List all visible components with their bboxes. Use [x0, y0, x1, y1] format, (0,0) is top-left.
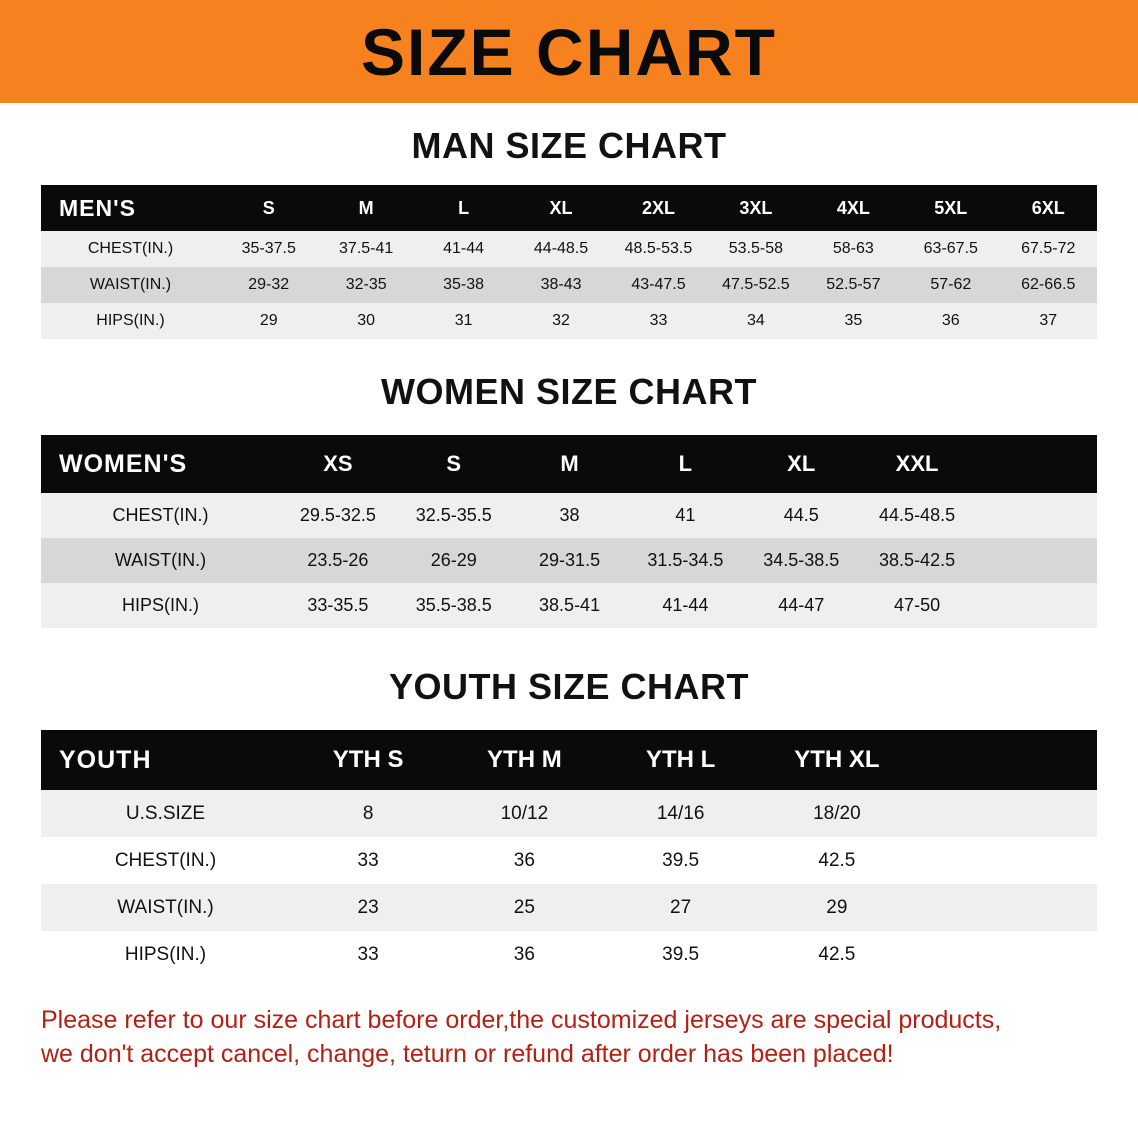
table-header-row	[41, 730, 1097, 790]
women-col-2: S	[396, 435, 512, 493]
table-cell-spacer	[915, 790, 1097, 837]
table-cell: 36	[446, 931, 602, 978]
table-cell: 37	[1000, 303, 1098, 339]
table-cell: 29-31.5	[512, 538, 628, 583]
table-header-row	[41, 435, 1097, 493]
youth-col-2: YTH M	[446, 730, 602, 790]
women-corner-label: WOMEN'S	[41, 435, 280, 493]
table-row	[41, 790, 1097, 837]
table-row	[41, 303, 1097, 339]
table-cell-spacer	[915, 931, 1097, 978]
women-row-label-waist: WAIST(IN.)	[41, 538, 280, 583]
women-table-body	[41, 493, 1097, 628]
table-cell: 32	[512, 303, 609, 339]
table-cell: 27	[603, 884, 759, 931]
table-cell: 41-44	[627, 583, 743, 628]
table-cell: 35-38	[415, 267, 512, 303]
table-cell: 10/12	[446, 790, 602, 837]
table-header-row	[41, 185, 1097, 231]
table-cell: 44.5	[743, 493, 859, 538]
table-cell: 31.5-34.5	[627, 538, 743, 583]
table-cell: 38.5-42.5	[859, 538, 975, 583]
page-title: SIZE CHART	[361, 14, 777, 89]
women-col-spacer	[975, 435, 1097, 493]
table-cell: 47-50	[859, 583, 975, 628]
table-cell: 36	[446, 837, 602, 884]
table-cell: 14/16	[603, 790, 759, 837]
table-cell: 52.5-57	[805, 267, 902, 303]
table-cell: 34.5-38.5	[743, 538, 859, 583]
table-cell: 53.5-58	[707, 231, 804, 267]
table-cell: 38.5-41	[512, 583, 628, 628]
youth-table-header	[41, 730, 1097, 790]
table-cell: 33	[610, 303, 707, 339]
table-row	[41, 931, 1097, 978]
table-cell: 43-47.5	[610, 267, 707, 303]
table-cell: 44.5-48.5	[859, 493, 975, 538]
table-cell: 42.5	[759, 837, 915, 884]
table-cell: 47.5-52.5	[707, 267, 804, 303]
table-row	[41, 583, 1097, 628]
table-cell-spacer	[915, 884, 1097, 931]
table-row	[41, 837, 1097, 884]
table-cell: 35.5-38.5	[396, 583, 512, 628]
table-cell: 37.5-41	[317, 231, 414, 267]
man-col-1: S	[220, 185, 317, 231]
table-cell: 8	[290, 790, 446, 837]
table-cell: 44-47	[743, 583, 859, 628]
youth-col-3: YTH L	[603, 730, 759, 790]
table-cell: 32-35	[317, 267, 414, 303]
man-size-table	[41, 185, 1097, 339]
man-table-body	[41, 231, 1097, 339]
table-cell: 33-35.5	[280, 583, 396, 628]
disclaimer-note	[41, 1004, 1097, 1072]
table-row	[41, 231, 1097, 267]
table-row	[41, 267, 1097, 303]
man-row-label-waist: WAIST(IN.)	[41, 267, 220, 303]
man-col-2: M	[317, 185, 414, 231]
table-cell: 41	[627, 493, 743, 538]
youth-section-title: YOUTH SIZE CHART	[388, 666, 749, 707]
man-col-8: 5XL	[902, 185, 999, 231]
table-cell: 39.5	[603, 931, 759, 978]
man-table-header	[41, 185, 1097, 231]
man-col-4: XL	[512, 185, 609, 231]
table-cell: 29-32	[220, 267, 317, 303]
man-corner-label: MEN'S	[41, 185, 220, 231]
table-cell: 29	[759, 884, 915, 931]
table-cell: 32.5-35.5	[396, 493, 512, 538]
youth-row-label-waist: WAIST(IN.)	[41, 884, 290, 931]
women-col-3: M	[512, 435, 628, 493]
man-col-9: 6XL	[1000, 185, 1098, 231]
table-cell: 35-37.5	[220, 231, 317, 267]
table-row	[41, 538, 1097, 583]
table-row	[41, 493, 1097, 538]
table-cell: 31	[415, 303, 512, 339]
table-cell-spacer	[975, 493, 1097, 538]
youth-corner-label: YOUTH	[41, 730, 290, 790]
table-cell: 42.5	[759, 931, 915, 978]
women-row-label-hips: HIPS(IN.)	[41, 583, 280, 628]
table-cell: 58-63	[805, 231, 902, 267]
disclaimer-line-2: we don't accept cancel, change, teturn or refund after order has been placed!	[41, 1039, 894, 1068]
youth-size-table	[41, 730, 1097, 978]
table-cell: 36	[902, 303, 999, 339]
youth-col-1: YTH S	[290, 730, 446, 790]
youth-row-label-ussize: U.S.SIZE	[41, 790, 290, 837]
table-cell: 57-62	[902, 267, 999, 303]
table-cell: 67.5-72	[1000, 231, 1098, 267]
table-cell: 48.5-53.5	[610, 231, 707, 267]
women-table-header	[41, 435, 1097, 493]
women-row-label-chest: CHEST(IN.)	[41, 493, 280, 538]
man-size-table-wrapper	[41, 185, 1097, 339]
table-cell: 23	[290, 884, 446, 931]
man-row-label-hips: HIPS(IN.)	[41, 303, 220, 339]
man-col-5: 2XL	[610, 185, 707, 231]
table-cell: 41-44	[415, 231, 512, 267]
table-cell: 39.5	[603, 837, 759, 884]
table-cell: 44-48.5	[512, 231, 609, 267]
table-cell-spacer	[975, 538, 1097, 583]
table-cell: 34	[707, 303, 804, 339]
table-cell: 33	[290, 837, 446, 884]
women-col-4: L	[627, 435, 743, 493]
youth-col-4: YTH XL	[759, 730, 915, 790]
table-cell: 29	[220, 303, 317, 339]
table-cell: 25	[446, 884, 602, 931]
table-row	[41, 884, 1097, 931]
table-cell: 38-43	[512, 267, 609, 303]
table-cell: 18/20	[759, 790, 915, 837]
women-col-1: XS	[280, 435, 396, 493]
table-cell: 30	[317, 303, 414, 339]
man-col-6: 3XL	[707, 185, 804, 231]
women-col-6: XXL	[859, 435, 975, 493]
table-cell: 29.5-32.5	[280, 493, 396, 538]
women-size-table	[41, 435, 1097, 628]
women-size-table-wrapper	[41, 435, 1097, 628]
man-col-3: L	[415, 185, 512, 231]
women-section-title: WOMEN SIZE CHART	[381, 371, 757, 412]
youth-row-label-chest: CHEST(IN.)	[41, 837, 290, 884]
youth-size-table-wrapper	[41, 730, 1097, 978]
youth-row-label-hips: HIPS(IN.)	[41, 931, 290, 978]
youth-col-spacer	[915, 730, 1097, 790]
man-section-title: MAN SIZE CHART	[411, 125, 727, 166]
table-cell: 23.5-26	[280, 538, 396, 583]
table-cell: 26-29	[396, 538, 512, 583]
table-cell: 33	[290, 931, 446, 978]
table-cell-spacer	[915, 837, 1097, 884]
disclaimer-line-1: Please refer to our size chart before order,the customized jerseys are special products,	[41, 1006, 1002, 1034]
table-cell-spacer	[975, 583, 1097, 628]
women-col-5: XL	[743, 435, 859, 493]
table-cell: 38	[512, 493, 628, 538]
banner	[0, 0, 1138, 103]
table-cell: 62-66.5	[1000, 267, 1098, 303]
table-cell: 63-67.5	[902, 231, 999, 267]
man-col-7: 4XL	[805, 185, 902, 231]
youth-table-body	[41, 790, 1097, 978]
man-row-label-chest: CHEST(IN.)	[41, 231, 220, 267]
table-cell: 35	[805, 303, 902, 339]
